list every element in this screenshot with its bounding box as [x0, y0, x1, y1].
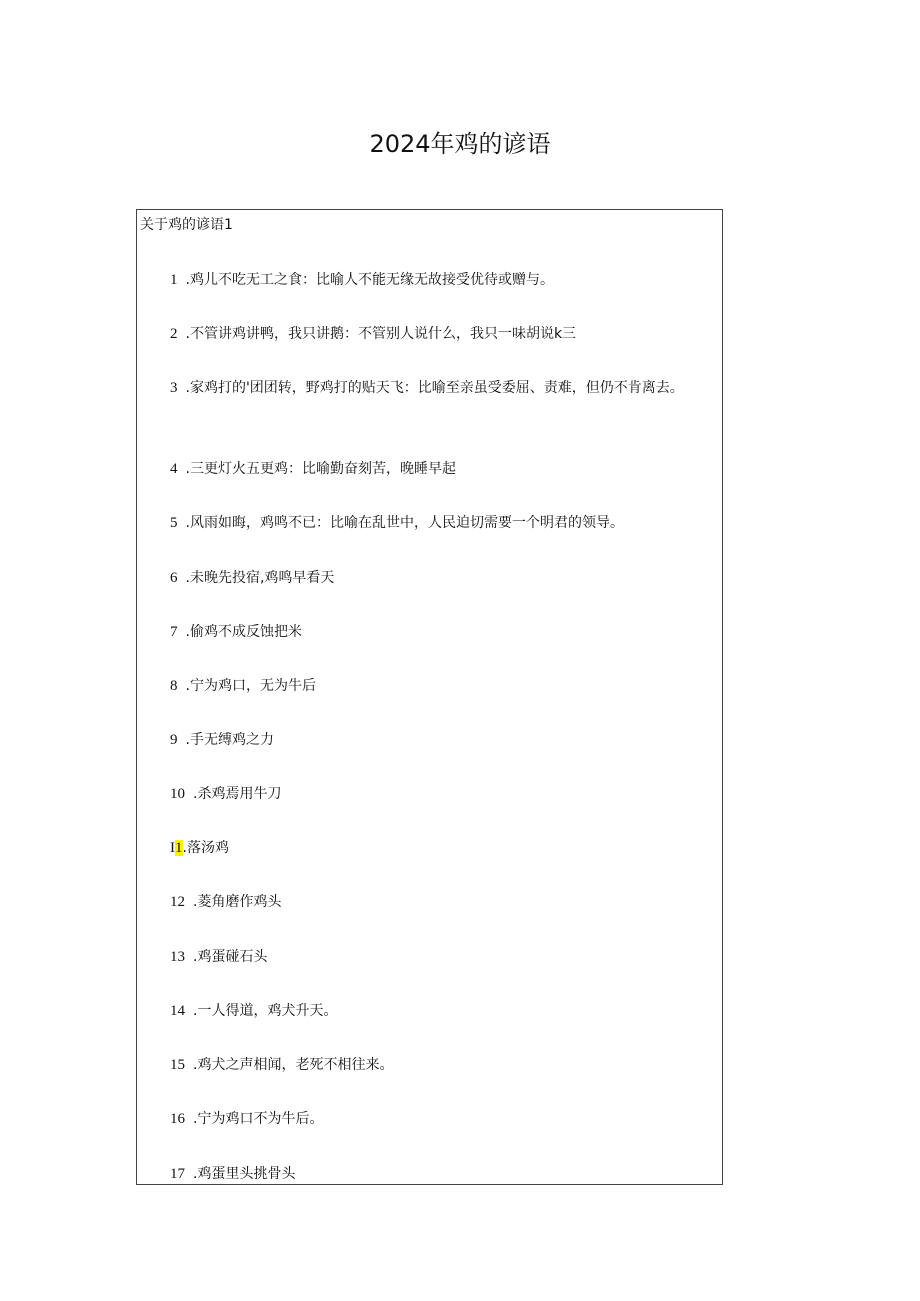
list-item: [140, 458, 712, 480]
list-item: [140, 946, 712, 968]
item-number: 14: [170, 1003, 185, 1019]
item-number: 3: [170, 380, 178, 396]
list-item: [140, 1108, 712, 1130]
item-number: 9: [170, 732, 178, 748]
content-box: [136, 209, 723, 1185]
item-number: 4: [170, 461, 178, 477]
item-text: .杀鸡焉用牛刀: [193, 786, 282, 802]
item-text: .鸡犬之声相闻，老死不相往来。: [193, 1057, 394, 1073]
list-item: [140, 675, 712, 697]
item-text: .三更灯火五更鸡：比喻勤奋刻苦，晚睡早起: [185, 461, 456, 477]
item-text: .鸡蛋里头挑骨头: [193, 1166, 296, 1182]
item-number: 5: [170, 515, 178, 531]
list-item: [140, 269, 712, 291]
list-item: [140, 512, 712, 534]
item-number: 16: [170, 1111, 185, 1127]
list-item: [140, 1054, 712, 1076]
list-item: [140, 621, 712, 643]
item-text: .家鸡打的'团团转，野鸡打的贴天飞：比喻至亲虽受委屈、责难，但仍不肯离去。: [185, 380, 684, 396]
item-number: I1: [170, 840, 183, 856]
section-heading: 关于鸡的谚语1: [140, 217, 233, 233]
item-text: .鸡蛋碰石头: [193, 949, 268, 965]
item-number: 7: [170, 624, 178, 640]
list-item: [140, 729, 712, 751]
item-text: .一人得道，鸡犬升天。: [193, 1003, 338, 1019]
document-title: 2024年鸡的谚语: [369, 130, 551, 158]
item-text: .未晚先投宿,鸡鸣早看天: [185, 570, 335, 586]
item-number: 15: [170, 1057, 185, 1073]
highlighted-digit: 1: [175, 840, 183, 856]
item-number: 1: [170, 272, 178, 288]
item-number: 12: [170, 894, 185, 910]
list-item: [140, 323, 712, 345]
item-number: 17: [170, 1166, 185, 1182]
list-item: [140, 837, 712, 859]
list-item: [140, 783, 712, 805]
item-text: .不管讲鸡讲鸭，我只讲鹅：不管别人说什么，我只一味胡说k三: [185, 326, 577, 342]
item-number: 8: [170, 678, 178, 694]
item-number: 10: [170, 786, 185, 802]
item-text: .宁为鸡口不为牛后。: [193, 1111, 324, 1127]
item-text: .手无缚鸡之力: [185, 732, 274, 748]
list-item: [140, 1163, 712, 1185]
item-text: .鸡儿不吃无工之食：比喻人不能无缘无故接受优待或赠与。: [185, 272, 554, 288]
item-text: .宁为鸡口，无为牛后: [185, 678, 316, 694]
list-item: [140, 891, 712, 913]
item-number: 2: [170, 326, 178, 342]
list-item: [140, 567, 712, 589]
item-number: 6: [170, 570, 178, 586]
item-text: .落汤鸡: [182, 840, 229, 856]
item-text: .菱角磨作鸡头: [193, 894, 282, 910]
item-text: .偷鸡不成反蚀把米: [185, 624, 302, 640]
list-item: [140, 377, 712, 399]
item-text: .风雨如晦，鸡鸣不已：比喻在乱世中，人民迫切需要一个明君的领导。: [185, 515, 624, 531]
item-number: 13: [170, 949, 185, 965]
list-item: [140, 1000, 712, 1022]
